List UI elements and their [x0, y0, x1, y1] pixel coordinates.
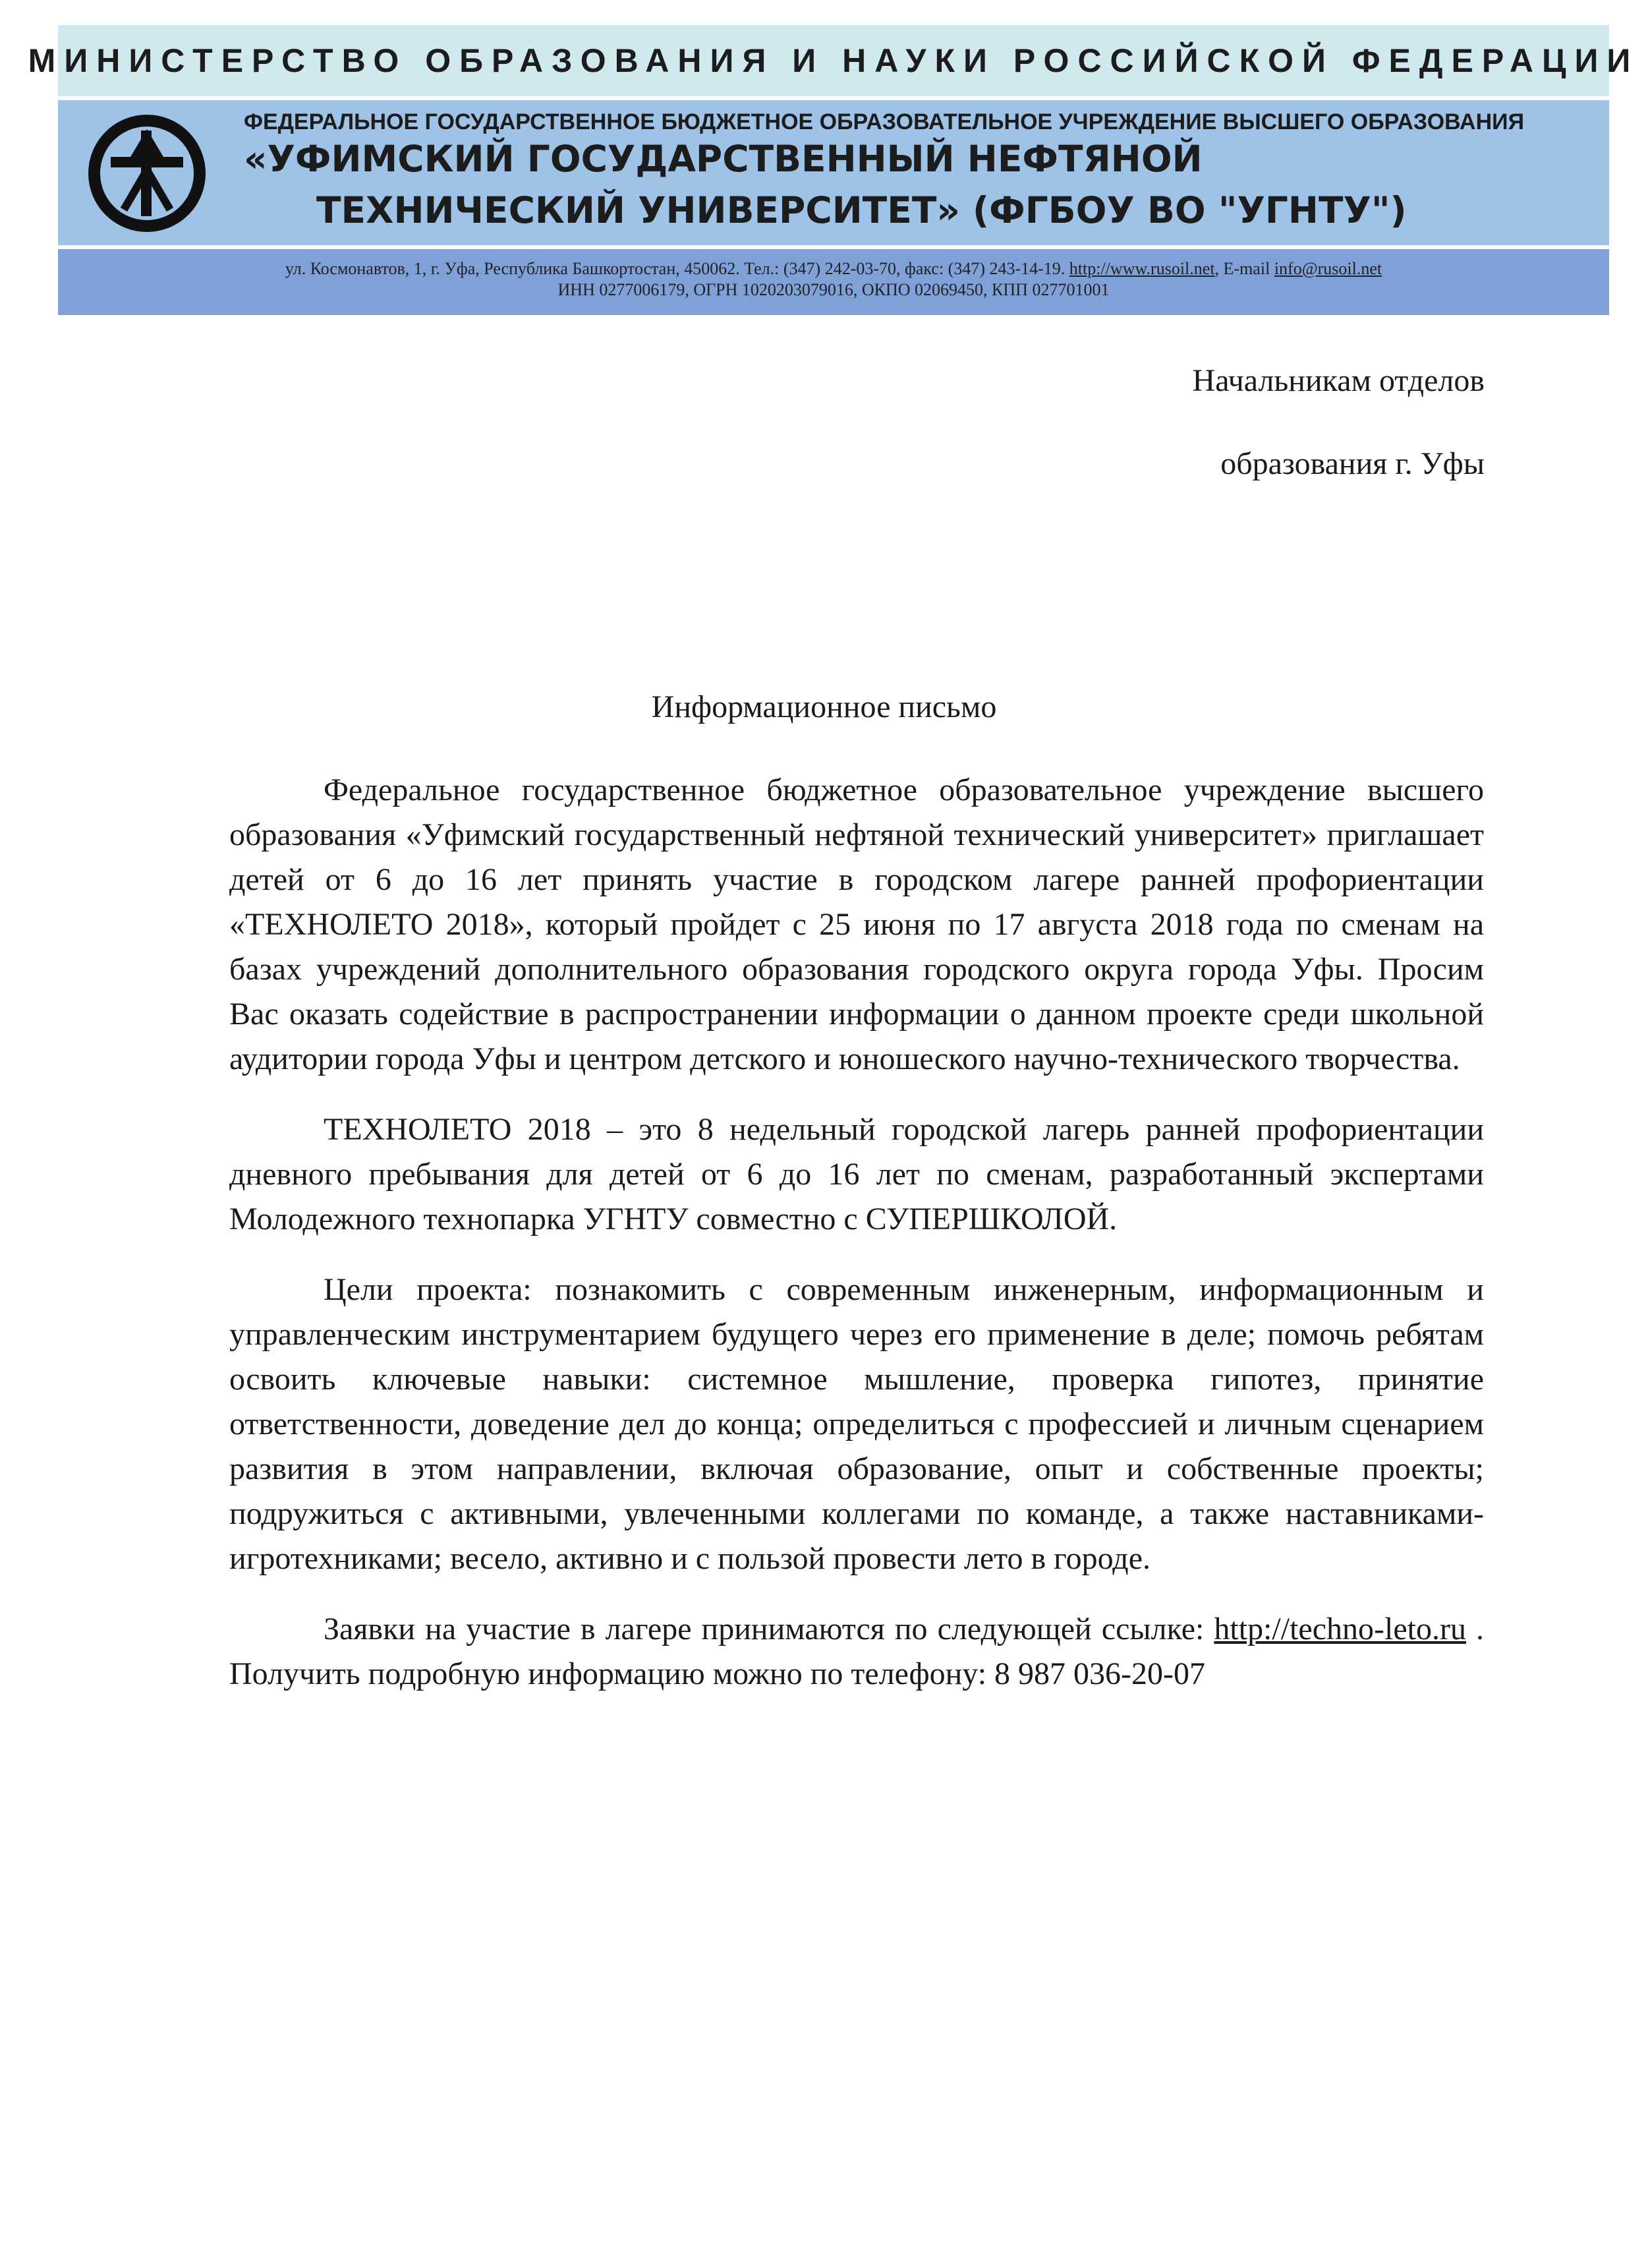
- university-banner: [58, 100, 1609, 245]
- paragraph-goals: Цели проекта: познакомить с современным инженерным, информационным и управленческим инструментарием будущего через его применение в деле; помочь ребятам освоить ключевые навыки: системное мышление, проверка гипотез, принятие ответственности, доведение дел до конца; определиться с профессией и личным сценарием развития в этом направлении, включая образование, опыт и собственные проекты; подружиться с активными, увлеченными коллегами по команде, а также наставниками-игротехниками; весело, активно и с пользой провести лето в городе.: [229, 1272, 1484, 1576]
- university-name-line1: «УФИМСКИЙ ГОСУДАРСТВЕННЫЙ НЕФТЯНОЙ: [244, 138, 1203, 180]
- letter-body: [229, 768, 1484, 1722]
- contact-address: ул. Космонавтов, 1, г. Уфа, Республика Башкортостан, 450062. Тел.: (347) 242-03-70, факс: (347) 243-14-19.: [285, 259, 1066, 278]
- addressee-block: [1023, 361, 1485, 527]
- contact-phone-text: . Получить подробную информацию можно по телефону: 8 987 036-20-07: [229, 1612, 1484, 1691]
- email-link[interactable]: info@rusoil.net: [1274, 259, 1382, 278]
- registration-text: Заявки на участие в лагере принимаются по следующей ссылке:: [324, 1612, 1205, 1646]
- contact-line: [58, 258, 1609, 279]
- registration-codes: ИНН 0277006179, ОГРН 1020203079016, ОКПО 02069450, КПП 027701001: [557, 280, 1110, 299]
- addressee-line1: Начальникам отделов: [1192, 363, 1485, 398]
- university-name-line2: ТЕХНИЧЕСКИЙ УНИВЕРСИТЕТ» (ФГБОУ ВО "УГНТУ"): [316, 189, 1407, 231]
- addressee-line2: образования г. Уфы: [1220, 446, 1485, 481]
- contact-banner: [58, 249, 1609, 315]
- email-label: , E-mail: [1214, 259, 1270, 278]
- paragraph-registration: [229, 1607, 1484, 1697]
- registration-link[interactable]: http://techno-leto.ru: [1214, 1612, 1466, 1646]
- ministry-name: МИНИСТЕРСТВО ОБРАЗОВАНИЯ И НАУКИ РОССИЙСКОЙ ФЕДЕРАЦИИ: [28, 42, 1639, 79]
- document-title: Информационное письмо: [651, 689, 997, 724]
- website-link[interactable]: http://www.rusoil.net: [1069, 259, 1215, 278]
- institution-type: ФЕДЕРАЛЬНОЕ ГОСУДАРСТВЕННОЕ БЮДЖЕТНОЕ ОБРАЗОВАТЕЛЬНОЕ УЧРЕЖДЕНИЕ ВЫСШЕГО ОБРАЗОВАНИЯ: [244, 109, 1525, 134]
- paragraph-description: ТЕХНОЛЕТО 2018 – это 8 недельный городской лагерь ранней профориентации дневного пребывания для детей от 6 до 16 лет по сменам, разработанный экспертами Молодежного технопарка УГНТУ совместно с СУПЕРШКОЛОЙ.: [229, 1112, 1484, 1236]
- university-logo-icon: [84, 111, 210, 236]
- paragraph-invitation: Федеральное государственное бюджетное образовательное учреждение высшего образования «Уфимский государственный нефтяной технический университет» приглашает детей от 6 до 16 лет принять участие в городском лагере ранней профориентации «ТЕХНОЛЕТО 2018», который пройдет с 25 июня по 17 августа 2018 года по сменам на базах учреждений дополнительного образования городского округа города Уфы. Просим Вас оказать содействие в распространении информации о данном проекте среди школьной аудитории города Уфы и центром детского и юношеского научно-технического творчества.: [229, 772, 1484, 1076]
- ministry-banner: [28, 25, 1639, 96]
